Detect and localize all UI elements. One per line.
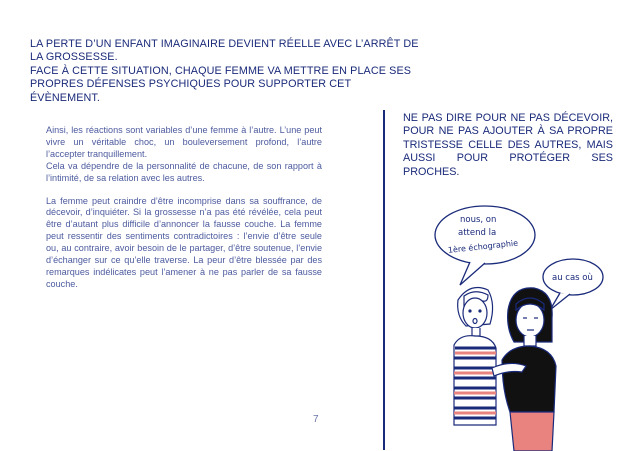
bubble-1-line-1: nous, on bbox=[460, 215, 497, 225]
woman-right bbox=[492, 288, 556, 451]
heading-line-2: FACE À CETTE SITUATION, CHAQUE FEMME VA METTRE EN PLACE SES PROPRES DÉFENSES PSYCHIQUES POUR SUPPORTER CET ÉVÈNEMENT. bbox=[30, 64, 412, 104]
vertical-divider bbox=[383, 110, 385, 450]
pull-quote bbox=[403, 112, 613, 179]
body-paragraph-2: Cela va dépendre de la personnalité de chacune, de son rapport à l’intimité, de sa relation avec les autres. bbox=[46, 160, 322, 183]
illustration-two-women bbox=[430, 200, 630, 451]
speech-bubble-1 bbox=[435, 206, 535, 285]
body-text bbox=[46, 125, 322, 291]
page-number-label: 7 bbox=[313, 414, 319, 425]
section-heading bbox=[30, 38, 422, 105]
heading-line-1: LA PERTE D’UN ENFANT IMAGINAIRE DEVIENT RÉELLE AVEC L’ARRÊT DE LA GROSSESSE. bbox=[30, 38, 419, 64]
body-paragraph-1: Ainsi, les réactions sont variables d’une femme à l’autre. L’une peut vivre un véritable choc, un bouleversement profond, l’autre l’accepter tranquillement. bbox=[46, 125, 322, 159]
body-paragraph-3: La femme peut craindre d’être incomprise dans sa souffrance, de décevoir, d’inquiéter. Si la grossesse n’a pas été révélée, cela peut être d’autant plus difficile d’annoncer la fausse couche. La femme peut ressentir des sentiments contradictoires : l’envie d’être seule ou, au contraire, avoir besoin de le partager, d’être soutenue, l’envie d’échanger sur ce qu’elle traverse. La peur d’être blessée par des remarques indélicates peut l’amener à ne pas parler de sa fausse couche. bbox=[46, 195, 322, 289]
bubble-2-text: au cas où bbox=[552, 273, 593, 283]
bubble-1-line-2: attend la bbox=[458, 228, 497, 238]
speech-bubble-2 bbox=[543, 259, 603, 310]
woman-left bbox=[454, 288, 496, 425]
pull-quote-text: NE PAS DIRE POUR NE PAS DÉCEVOIR, POUR NE PAS AJOUTER À SA PROPRE TRISTESSE CELLE DES AUTRES, MAIS AUSSI POUR PROTÉGER SES PROCHES. bbox=[403, 112, 613, 178]
bubble-1-line-3: 1ère échographie bbox=[447, 238, 519, 255]
